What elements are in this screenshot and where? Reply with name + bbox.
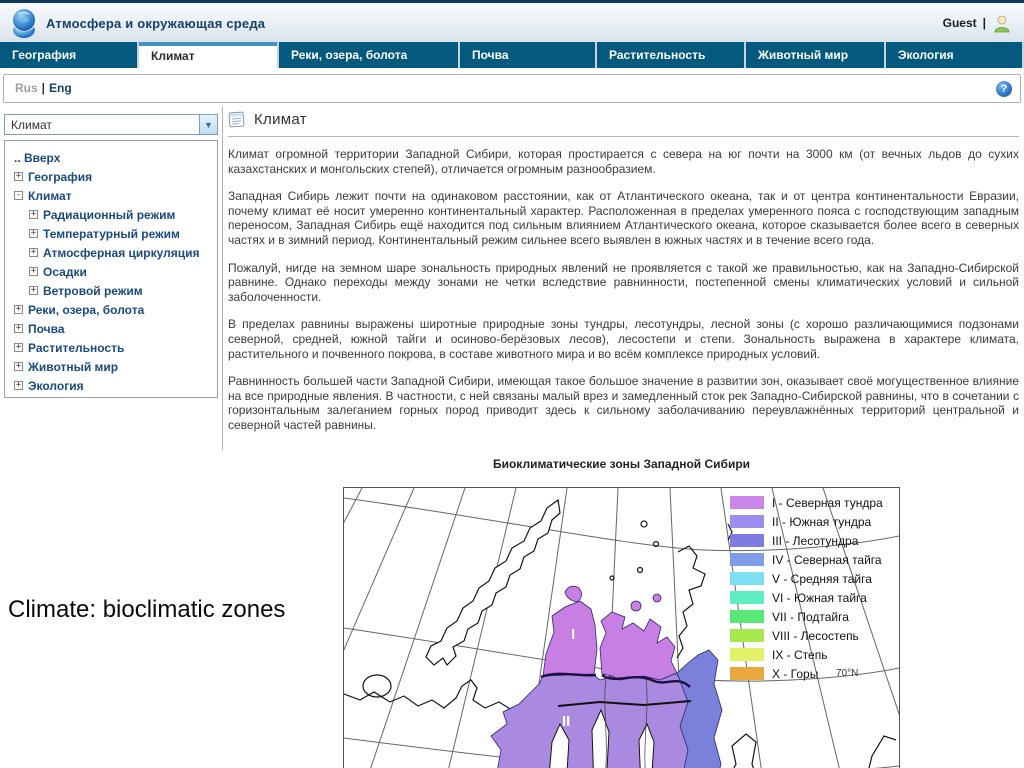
tree-item-label: Растительность (28, 340, 125, 355)
tree-item-label: .. Вверх (14, 150, 61, 165)
bioclimatic-map (343, 487, 900, 768)
slide-caption: Climate: bioclimatic zones (8, 596, 286, 623)
legend-row (730, 591, 883, 604)
lang-separator: | (41, 81, 46, 95)
globe-logo-icon (9, 7, 39, 39)
novaya-zemlya-island (426, 500, 560, 665)
southeast-river (724, 734, 760, 768)
expand-toggle-icon[interactable] (29, 286, 38, 295)
tree-item-label: Радиационный режим (43, 207, 176, 222)
paragraph: Климат огромной территории Западной Сибири, которая простирается с севера на юг почти на 3000 км (от вечных льдов до сухих казахстанских и монгольских степей), отличается огромным разнообразием. (228, 147, 1019, 176)
nav-tab-label: Животный мир (758, 48, 849, 62)
legend-swatch (730, 515, 764, 528)
tree-item-label: Атмосферная циркуляция (43, 245, 200, 260)
lang-rus[interactable]: Rus (15, 81, 38, 95)
tree-item-label: Ветровой режим (43, 283, 143, 298)
legend-label: X - Горы (772, 666, 819, 681)
legend-row (730, 553, 883, 566)
select-dropdown-button[interactable] (199, 115, 217, 134)
legend-label: V - Средняя тайга (772, 571, 872, 586)
article-body (228, 147, 1019, 446)
legend-swatch (730, 629, 764, 642)
tree-item[interactable] (29, 281, 213, 300)
content-heading: Климат (254, 111, 307, 128)
zone-label-1: I (571, 626, 576, 643)
legend-label: II - Южная тундра (772, 514, 872, 529)
legend-swatch (730, 572, 764, 585)
expand-toggle-icon[interactable] (29, 248, 38, 257)
tree-item[interactable] (29, 243, 213, 262)
legend-swatch (730, 553, 764, 566)
lang-eng[interactable]: Eng (49, 81, 72, 95)
nav-tab[interactable] (139, 42, 277, 68)
legend-row (730, 610, 883, 623)
nav-tab-label: Реки, озера, болота (291, 48, 408, 62)
legend-row (730, 515, 883, 528)
tree-item-label: Реки, озера, болота (28, 302, 145, 317)
tree-item-label: Экология (28, 378, 84, 393)
tree-item[interactable] (29, 262, 213, 281)
user-area (943, 13, 1012, 33)
content-divider (222, 107, 223, 450)
help-icon[interactable]: ? (996, 81, 1012, 97)
legend-row (730, 572, 883, 585)
expand-toggle-icon[interactable] (14, 305, 23, 314)
zone-1-region (543, 586, 677, 680)
tree-item-label: Климат (28, 188, 72, 203)
north-right-coast (677, 546, 705, 658)
nav-tabs (0, 42, 1024, 68)
expand-toggle-icon[interactable] (29, 229, 38, 238)
header (0, 3, 1024, 42)
nav-tab[interactable] (460, 42, 595, 68)
nav-tab[interactable] (886, 42, 1022, 68)
legend-label: IV - Северная тайга (772, 552, 882, 567)
paragraph: В пределах равнины выражены широтные природные зоны тундры, лесотундры, лесной зоны (с хорошо различающимися подзонами северной, средней, южной тайги и осиново-берёзовых лесов), лесостепи и степи. Зональность выражена в характере климата, растительного и почвенного покрова, в составе животного мира и во всём комплексе природных условий. (228, 317, 1019, 361)
map-title: Биоклиматические зоны Западной Сибири (492, 457, 751, 471)
nav-tab-label: География (12, 48, 77, 62)
expand-toggle-icon[interactable] (14, 381, 23, 390)
document-icon (228, 111, 246, 128)
content-heading-row (228, 111, 307, 128)
tree-item-label: Температурный режим (43, 226, 180, 241)
nav-tab[interactable] (0, 42, 137, 68)
paragraph: Западная Сибирь лежит почти на одинаковом расстоянии, как от Атлантического океана, так и от центра континентальности Евразии, почему климат её носит умеренно континентальный характер. Расположенная в пределах умеренного пояса с господствующим западным переносом, Западная Сибирь ещё находится под сильным влиянием Атлантического океана, которое сказывается более всего в северных частях и в зимний период. Континентальный режим сильнее всего выявлен в южных частях и в течение всего года. (228, 189, 1019, 247)
tree-item[interactable] (14, 186, 213, 205)
legend-row (730, 629, 883, 642)
legend-label: VII - Подтайга (772, 609, 849, 624)
legend-swatch (730, 648, 764, 661)
sidebar-tree (4, 140, 218, 398)
legend-label: VIII - Лесостепь (772, 628, 859, 643)
nav-tab-label: Почва (472, 48, 509, 62)
paragraph: Пожалуй, нигде на земном шаре зональность природных явлений не проявляется с такой же правильностью, как на Западно-Сибирской равнине. Однако переходы между зонами не четки вследствие равнинности, постепенной смены климатических условий и сильной заболоченности. (228, 260, 1019, 304)
legend-label: III - Лесотундра (772, 533, 859, 548)
primary-nav (0, 42, 1024, 68)
legend-swatch (730, 667, 764, 680)
language-bar (3, 74, 1021, 103)
legend-label: VI - Южная тайга (772, 590, 867, 605)
tree-item[interactable] (14, 357, 213, 376)
page-title: Атмосфера и окружающая среда (46, 16, 266, 31)
user-label[interactable]: Guest (942, 16, 977, 30)
east-river (864, 736, 896, 768)
tree-item[interactable] (14, 376, 213, 395)
legend-row (730, 648, 883, 661)
nav-tab-label: Растительность (609, 48, 706, 62)
paragraph: Равнинность большей части Западной Сибири, имеющая такое большое значение в развитии зон, оказывает своё могущественное влияние на все природные явления. В частности, с ней связаны малый врез и замедленный сток рек Западно-Сибирской равнины, что в сочетании с горизонтальным залеганием горных пород приводит здесь к сильному заболачиванию переувлажнённых территорий центральной и северной частей равнины. (228, 374, 1019, 432)
expand-toggle-icon[interactable] (29, 210, 38, 219)
heading-rule (228, 136, 1019, 137)
nav-tab[interactable] (746, 42, 884, 68)
legend-swatch (730, 496, 764, 509)
user-separator: | (982, 16, 986, 30)
latitude-label: 70°N (836, 668, 859, 679)
tree-item-label: Почва (28, 321, 65, 336)
user-icon[interactable] (992, 13, 1012, 33)
section-select-value: Климат (11, 118, 52, 132)
tree-item[interactable] (14, 148, 213, 167)
legend-label: I - Северная тундра (772, 495, 883, 510)
tree-item[interactable] (14, 319, 213, 338)
tree-item[interactable] (14, 300, 213, 319)
expand-toggle-icon[interactable] (14, 172, 23, 181)
nav-tab-label: Экология (898, 48, 954, 62)
expand-toggle-icon[interactable] (14, 362, 23, 371)
nav-tab[interactable] (597, 42, 744, 68)
legend-swatch (730, 610, 764, 623)
expand-toggle-icon[interactable] (14, 324, 23, 333)
tree-item-label: Животный мир (28, 359, 119, 374)
tree-item[interactable] (14, 167, 213, 186)
tree-item[interactable] (29, 205, 213, 224)
expand-toggle-icon[interactable] (29, 267, 38, 276)
legend-row (730, 496, 883, 509)
zone-2-region (491, 674, 693, 768)
section-select[interactable] (4, 114, 218, 135)
zone-label-2: II (562, 713, 571, 730)
legend-swatch (730, 591, 764, 604)
chevron-down-icon: ▼ (204, 120, 213, 130)
legend-swatch (730, 534, 764, 547)
tree-item[interactable] (14, 338, 213, 357)
map-legend (730, 496, 883, 686)
legend-label: IX - Степь (772, 647, 828, 662)
nav-tab-label: Климат (151, 49, 195, 63)
expand-toggle-icon[interactable] (14, 343, 23, 352)
legend-row (730, 667, 883, 680)
tree-item-label: География (28, 169, 93, 184)
expand-toggle-icon[interactable] (14, 191, 23, 200)
legend-row (730, 534, 883, 547)
tree-item-label: Осадки (43, 264, 87, 279)
tree-item[interactable] (29, 224, 213, 243)
nav-tab[interactable] (279, 42, 458, 68)
